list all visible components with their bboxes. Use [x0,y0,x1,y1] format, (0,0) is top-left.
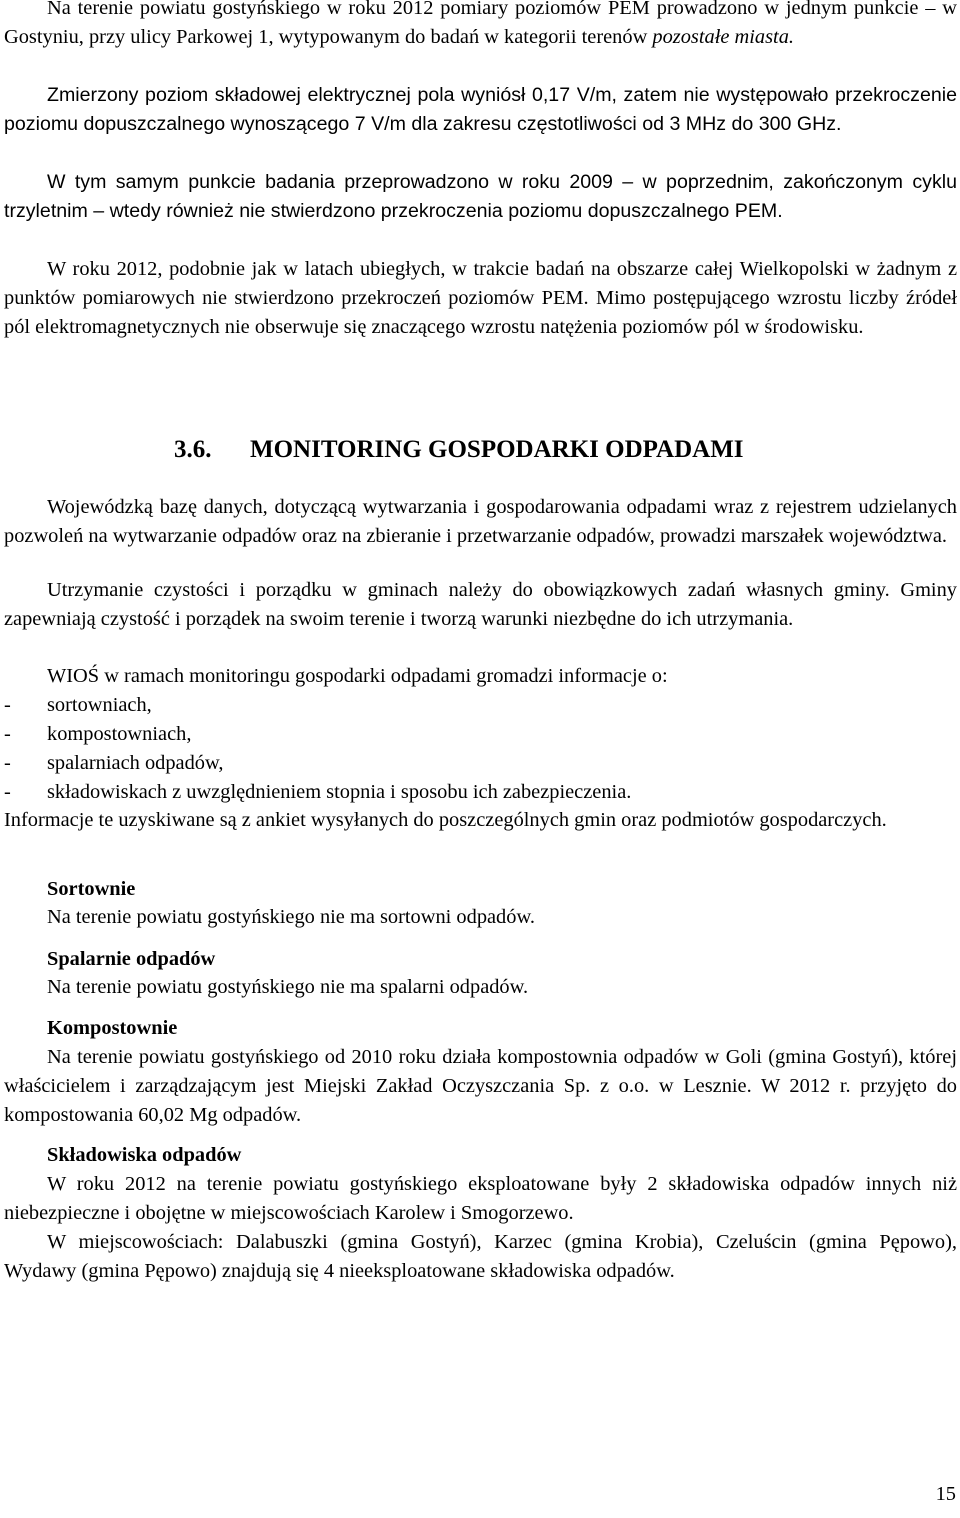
list-item: - składowiskach z uwzględnieniem stopnia i sposobu ich zabezpieczenia. [4,781,632,803]
text-skladowiska-inactive: W miejscowościach: Dalabuszki (gmina Gostyń), Karzec (gmina Krobia), Czeluścin (gmina Pępowo), Wydawy (gmina Pępowo) znajdują się 4 nieeksploatowane składowiska odpadów. [4,1231,957,1282]
list-item: - sortowniach, [4,694,152,716]
text-kompostownie: Na terenie powiatu gostyńskiego od 2010 roku działa kompostownia odpadów w Goli (gmina Gostyń), której właścicielem i zarządzającym jest Miejski Zakład Oczyszczania Sp. z o.o. w Lesznie. W 2012 r. przyjęto do kompostowania 60,02 Mg odpadów. [4,1046,957,1126]
subheading-spalarnie: Spalarnie odpadów [47,948,216,970]
section-title: MONITORING GOSPODARKI ODPADAMI [250,436,744,463]
paragraph-municipal-duties: Utrzymanie czystości i porządku w gminach należy do obowiązkowych zadań własnych gminy. Gminy zapewniają czystość i porządek na swoim terenie i tworzą warunki niezbędne do ich utrzymania. [4,579,957,630]
section-number: 3.6. [174,436,212,463]
paragraph-waste-database: Wojewódzką bazę danych, dotyczącą wytwarzania i gospodarowania odpadami wraz z rejestrem udzielanych pozwoleń na wytwarzanie odpadów oraz na zbieranie i przetwarzanie odpadów, prowadzi marszałek województwa. [4,496,957,547]
paragraph-pem-2009: W tym samym punkcie badania przeprowadzono w roku 2009 – w poprzednim, zakończonym cyklu trzyletnim – wtedy również nie stwierdzono przekroczenia poziomu dopuszczalnego PEM. [4,171,957,222]
section-heading [174,434,744,466]
paragraph-pem-measurement: Zmierzony poziom składowej elektrycznej pola wyniósł 0,17 V/m, zatem nie występowało przekroczenie poziomu dopuszczalnego wynoszącego 7 V/m dla zakresu częstotliwości od 3 MHz do 300 GHz. [4,84,957,135]
text-sortownie: Na terenie powiatu gostyńskiego nie ma sortowni odpadów. [47,906,535,928]
paragraph-pem-location: Na terenie powiatu gostyńskiego w roku 2012 pomiary poziomów PEM prowadzono w jednym punkcie – w Gostyniu, przy ulicy Parkowej 1, wytypowanym do badań w kategorii terenów pozostałe miasta. [4,0,957,48]
text-skladowiska-active: W roku 2012 na terenie powiatu gostyńskiego eksploatowane były 2 składowiska odpadów innych niż niebezpieczne i obojętne w miejscowościach Karolew i Smogorzewo. [4,1173,957,1224]
subheading-sortownie: Sortownie [47,878,136,900]
paragraph-wios-info: WIOŚ w ramach monitoringu gospodarki odpadami gromadzi informacje o: [47,665,668,687]
category-emphasis: pozostałe miasta. [652,26,795,48]
subheading-kompostownie: Kompostownie [47,1017,178,1039]
page-number: 15 [935,1483,956,1505]
list-item: - kompostowniach, [4,723,192,745]
paragraph-pem-wielkopolska: W roku 2012, podobnie jak w latach ubiegłych, w trakcie badań na obszarze całej Wielkopolski w żadnym z punktów pomiarowych nie stwierdzono przekroczeń poziomów PEM. Mimo postępującego wzrostu liczby źródeł pól elektromagnetycznych nie obserwuje się znaczącego wzrostu natężenia poziomów pól w środowisku. [4,258,957,338]
text-spalarnie: Na terenie powiatu gostyńskiego nie ma spalarni odpadów. [47,976,529,998]
paragraph-survey-source: Informacje te uzyskiwane są z ankiet wysyłanych do poszczególnych gmin oraz podmiotów gospodarczych. [4,809,887,831]
list-item: - spalarniach odpadów, [4,752,224,774]
subheading-skladowiska: Składowiska odpadów [47,1144,242,1166]
